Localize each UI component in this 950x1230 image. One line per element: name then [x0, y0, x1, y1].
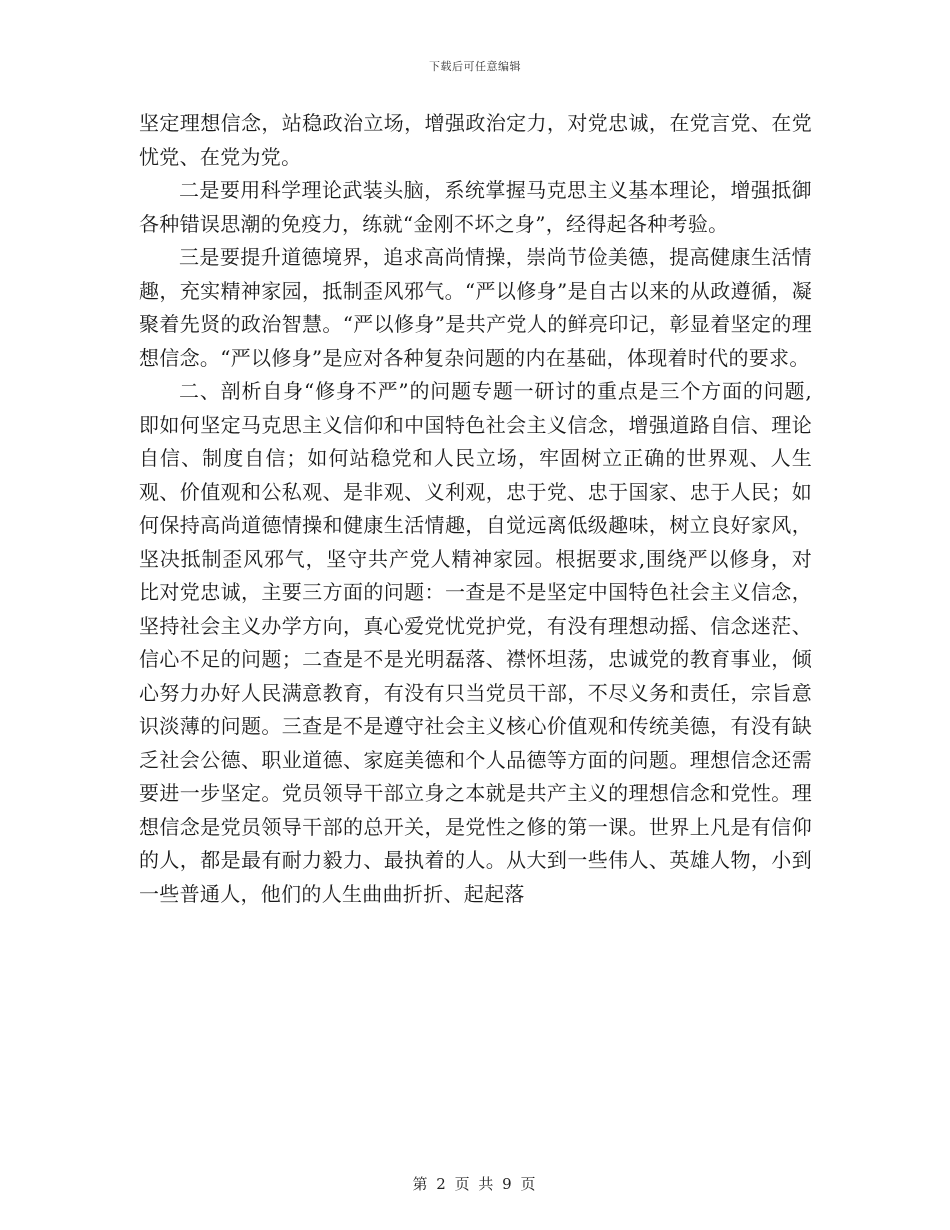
paragraph-point-three: 三是要提升道德境界，追求高尚情操，崇尚节俭美德，提高健康生活情趣，充实精神家园，抵制歪风邪气。“严以修身”是自古以来的从政遵循，凝聚着先贤的政治智慧。“严以修身”是共产党人的鲜亮印记，彰显着坚定的理想信念。“严以修身”是应对各种复杂问题的内在基础，体现着时代的要求。 [139, 245, 812, 370]
paragraph-continuation: 坚定理想信念，站稳政治立场，增强政治定力，对党忠诚，在党言党、在党忧党、在党为党。 [139, 111, 812, 169]
page-number: 第 2 页 共 9 页 [412, 1175, 538, 1193]
paragraph-section-two: 二、剖析自身“修身不严”的问题专题一研讨的重点是三个方面的问题,即如何坚定马克思主义信仰和中国特色社会主义信念，增强道路自信、理论自信、制度自信；如何站稳党和人民立场，牢固树立正确的世界观、人生观、价值观和公私观、是非观、义利观，忠于党、忠于国家、忠于人民；如何保持高尚道德情操和健康生活情趣，自觉远离低级趣味，树立良好家风，坚决抵制歪风邪气，坚守共产党人精神家园。根据要求,围绕严以修身，对比对党忠诚，主要三方面的问题：一查是不是坚定中国特色社会主义信念，坚持社会主义办学方向，真心爱党忧党护党，有没有理想动摇、信念迷茫、信心不足的问题；二查是不是光明磊落、襟怀坦荡，忠诚党的教育事业，倾心努力办好人民满意教育，有没有只当党员干部，不尽义务和责任，宗旨意识淡薄的问题。三查是不是遵守社会主义核心价值观和传统美德，有没有缺乏社会公德、职业道德、家庭美德和个人品德等方面的问题。理想信念还需要进一步坚定。党员领导干部立身之本就是共产主义的理想信念和党性。理想信念是党员领导干部的总开关，是党性之修的第一课。世界上凡是有信仰的人，都是最有耐力毅力、最执着的人。从大到一些伟人、英雄人物，小到一些普通人，他们的人生曲曲折折、起起落 [139, 379, 812, 906]
document-body [139, 107, 812, 911]
page-header: 下载后可任意编辑 [429, 60, 521, 73]
paragraph-point-two: 二是要用科学理论武装头脑，系统掌握马克思主义基本理论，增强抵御各种错误思潮的免疫力，练就“金刚不坏之身”，经得起各种考验。 [139, 178, 812, 236]
